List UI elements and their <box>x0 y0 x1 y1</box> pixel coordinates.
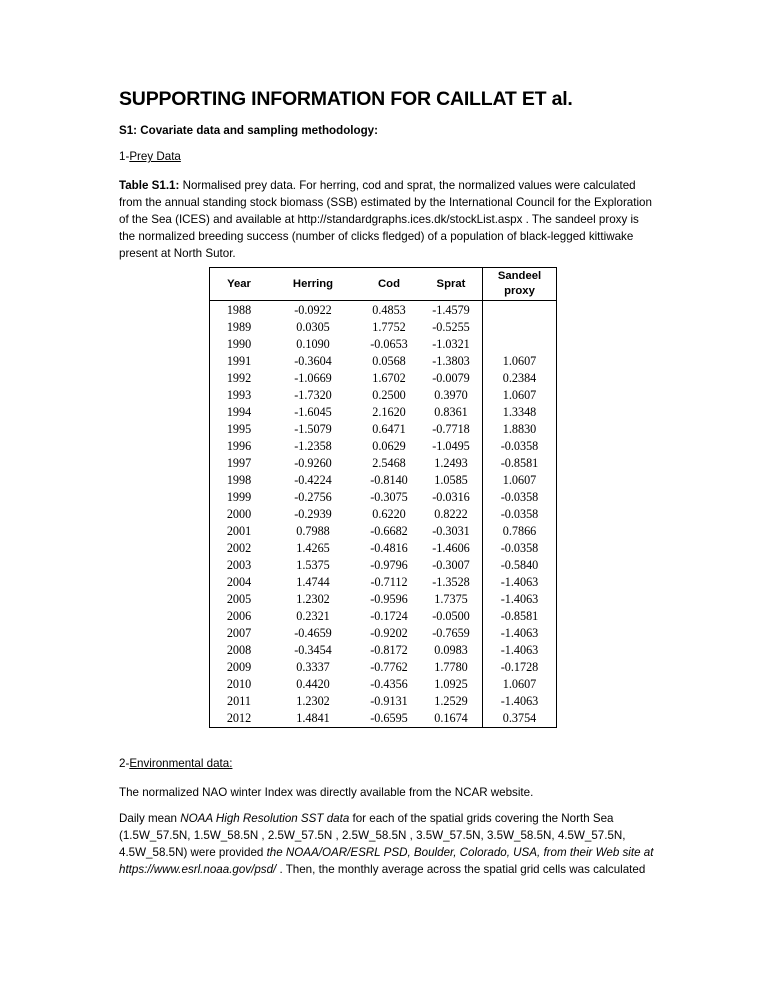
col-header-sandeel-proxy: Sandeel proxy <box>483 268 557 301</box>
env-heading-number: 2- <box>119 757 130 770</box>
table-row <box>210 659 557 676</box>
table-row <box>210 693 557 710</box>
table-caption-text: Normalised prey data. For herring, cod and sprat, the normalized values were calculated from the annual standing stock biomass (SSB) estimated by the International Council for the Exploration of the Sea (ICES) and available at http://standardgraphs.ices.dk/stockList.aspx . The sandeel proxy is the normalized breeding success (number of clicks fledged) of a population of black-legged kittiwake present at North Sutor. <box>119 179 652 260</box>
table-row <box>210 421 557 438</box>
cell-sandeel: 0.2384 <box>483 370 557 387</box>
cell-sprat: -0.0316 <box>432 490 470 504</box>
sst-text-1: Daily mean <box>119 812 181 825</box>
cell-cod: -0.9202 <box>370 626 408 640</box>
sst-provider: the NOAA/OAR/ESRL PSD, Boulder, Colorado, USA, from their Web site at https://www.esrl.noaa.gov/psd/ <box>119 846 654 876</box>
cell-cod: -0.8140 <box>370 473 408 487</box>
cell-sandeel: -0.0358 <box>483 489 557 506</box>
cell-cod: -0.4356 <box>370 677 408 691</box>
cell-sprat: -1.3803 <box>432 354 470 368</box>
cell-herring: 0.4420 <box>296 677 330 691</box>
cell-sprat: 0.1674 <box>434 711 468 725</box>
cell-sprat: -1.3528 <box>432 575 470 589</box>
cell-herring: -0.9260 <box>294 456 332 470</box>
cell-cod: 2.5468 <box>372 456 406 470</box>
cell-sprat: 1.2493 <box>434 456 468 470</box>
cell-herring: -0.2939 <box>294 507 332 521</box>
page-title: SUPPORTING INFORMATION FOR CAILLAT ET al. <box>119 88 573 110</box>
cell-sprat: 1.0585 <box>434 473 468 487</box>
cell-year: 1992 <box>226 371 252 385</box>
cell-year: 2000 <box>226 507 252 521</box>
cell-sprat: 1.2529 <box>434 694 468 708</box>
cell-cod: -0.9596 <box>370 592 408 606</box>
cell-sandeel: -0.0358 <box>483 506 557 523</box>
cell-year: 1990 <box>226 337 252 351</box>
cell-sprat: 1.7780 <box>434 660 468 674</box>
table-row <box>210 472 557 489</box>
cell-year: 1994 <box>226 405 252 419</box>
cell-sandeel <box>483 336 557 353</box>
col-header-year: Year <box>210 268 269 301</box>
cell-sandeel: -0.5840 <box>483 557 557 574</box>
table-row <box>210 301 557 320</box>
table-row <box>210 625 557 642</box>
col-header-sprat: Sprat <box>420 268 483 301</box>
cell-cod: -0.8172 <box>370 643 408 657</box>
cell-cod: -0.7762 <box>370 660 408 674</box>
cell-cod: 0.6471 <box>372 422 406 436</box>
cell-year: 1995 <box>226 422 252 436</box>
table-row <box>210 574 557 591</box>
cell-herring: -0.3454 <box>294 643 332 657</box>
section-s1-heading: S1: Covariate data and sampling methodology: <box>119 124 378 137</box>
cell-year: 2012 <box>226 711 252 725</box>
table-row <box>210 591 557 608</box>
cell-sprat: -1.4579 <box>432 303 470 317</box>
cell-sprat: -1.0495 <box>432 439 470 453</box>
table-row <box>210 642 557 659</box>
cell-sandeel: -1.4063 <box>483 693 557 710</box>
cell-cod: 0.2500 <box>372 388 406 402</box>
cell-year: 2001 <box>226 524 252 538</box>
cell-herring: -1.6045 <box>294 405 332 419</box>
cell-herring: 1.2302 <box>296 592 330 606</box>
nao-paragraph: The normalized NAO winter Index was directly available from the NCAR website. <box>119 786 534 799</box>
cell-herring: 0.7988 <box>296 524 330 538</box>
table-row <box>210 540 557 557</box>
cell-herring: -0.3604 <box>294 354 332 368</box>
prey-heading-number: 1- <box>119 150 130 163</box>
table-row <box>210 438 557 455</box>
sst-text-3: . Then, the monthly average across the spatial grid cells was calculated <box>276 863 646 876</box>
cell-year: 1999 <box>226 490 252 504</box>
cell-cod: 1.6702 <box>372 371 406 385</box>
cell-herring: -0.4224 <box>294 473 332 487</box>
table-row <box>210 710 557 728</box>
cell-cod: 0.0629 <box>372 439 406 453</box>
cell-year: 2010 <box>226 677 252 691</box>
col-header-herring: Herring <box>268 268 358 301</box>
table-row <box>210 404 557 421</box>
cell-herring: -1.7320 <box>294 388 332 402</box>
cell-sprat: -1.4606 <box>432 541 470 555</box>
cell-cod: -0.3075 <box>370 490 408 504</box>
cell-sandeel: -0.8581 <box>483 608 557 625</box>
cell-year: 1991 <box>226 354 252 368</box>
cell-sandeel: -1.4063 <box>483 591 557 608</box>
cell-year: 2007 <box>226 626 252 640</box>
cell-sandeel: 1.3348 <box>483 404 557 421</box>
cell-sprat: -0.7659 <box>432 626 470 640</box>
sst-paragraph <box>119 810 654 878</box>
cell-sprat: -0.7718 <box>432 422 470 436</box>
table-row <box>210 506 557 523</box>
cell-herring: -0.0922 <box>294 303 332 317</box>
cell-sprat: -0.0079 <box>432 371 470 385</box>
cell-herring: -1.5079 <box>294 422 332 436</box>
table-row <box>210 557 557 574</box>
table-row <box>210 676 557 693</box>
cell-year: 2011 <box>227 694 251 708</box>
cell-sandeel: -0.8581 <box>483 455 557 472</box>
cell-cod: -0.6682 <box>370 524 408 538</box>
cell-herring: 0.0305 <box>296 320 330 334</box>
cell-sprat: -0.0500 <box>432 609 470 623</box>
cell-herring: 0.2321 <box>296 609 330 623</box>
cell-year: 2002 <box>226 541 252 555</box>
cell-sandeel: -0.1728 <box>483 659 557 676</box>
cell-sandeel: -1.4063 <box>483 642 557 659</box>
cell-sprat: 0.3970 <box>434 388 468 402</box>
cell-cod: 0.6220 <box>372 507 406 521</box>
cell-year: 1996 <box>226 439 252 453</box>
cell-herring: 0.3337 <box>296 660 330 674</box>
cell-sandeel: 1.0607 <box>483 472 557 489</box>
cell-herring: 1.4265 <box>296 541 330 555</box>
cell-sprat: 1.7375 <box>434 592 468 606</box>
cell-sprat: -1.0321 <box>432 337 470 351</box>
cell-cod: -0.9131 <box>370 694 408 708</box>
cell-sprat: -0.5255 <box>432 320 470 334</box>
cell-cod: -0.1724 <box>370 609 408 623</box>
cell-cod: -0.4816 <box>370 541 408 555</box>
table-caption-label: Table S1.1: <box>119 179 180 192</box>
table-row <box>210 608 557 625</box>
cell-sprat: -0.3031 <box>432 524 470 538</box>
cell-sandeel: 1.8830 <box>483 421 557 438</box>
cell-sprat: 1.0925 <box>434 677 468 691</box>
cell-year: 1988 <box>226 303 252 317</box>
table-row <box>210 336 557 353</box>
prey-heading-label: Prey Data <box>129 150 181 163</box>
cell-sandeel <box>483 319 557 336</box>
cell-sandeel: 0.3754 <box>483 710 557 728</box>
table-row <box>210 387 557 404</box>
col-header-cod: Cod <box>358 268 420 301</box>
cell-year: 1989 <box>226 320 252 334</box>
cell-sandeel: -1.4063 <box>483 625 557 642</box>
cell-herring: 1.4841 <box>296 711 330 725</box>
table-row <box>210 319 557 336</box>
cell-year: 2006 <box>226 609 252 623</box>
table-caption <box>119 177 654 262</box>
cell-year: 2005 <box>226 592 252 606</box>
cell-sandeel: -0.0358 <box>483 438 557 455</box>
cell-herring: -0.2756 <box>294 490 332 504</box>
environmental-data-heading <box>119 757 232 770</box>
cell-cod: 1.7752 <box>372 320 406 334</box>
cell-sprat: 0.8361 <box>434 405 468 419</box>
table-row <box>210 353 557 370</box>
table-row <box>210 489 557 506</box>
cell-cod: -0.6595 <box>370 711 408 725</box>
cell-cod: 0.4853 <box>372 303 406 317</box>
table-row <box>210 455 557 472</box>
cell-year: 2009 <box>226 660 252 674</box>
prey-data-heading <box>119 150 181 163</box>
sst-text-2: for each of the spatial grids covering the North Sea (1.5W_57.5N, 1.5W_58.5N , 2.5W_57.5N , 2.5W_58.5N , 3.5W_57.5N, 3.5W_58.5N, 4.5W_57.5N, 4.5W_58.5N) were provided <box>119 812 626 859</box>
cell-cod: 0.0568 <box>372 354 406 368</box>
cell-herring: -1.0669 <box>294 371 332 385</box>
cell-year: 1993 <box>226 388 252 402</box>
cell-sprat: -0.3007 <box>432 558 470 572</box>
cell-herring: 1.5375 <box>296 558 330 572</box>
cell-sandeel <box>483 301 557 320</box>
cell-cod: -0.9796 <box>370 558 408 572</box>
cell-year: 2008 <box>226 643 252 657</box>
cell-cod: -0.7112 <box>370 575 408 589</box>
table-row <box>210 523 557 540</box>
cell-year: 2004 <box>226 575 252 589</box>
cell-year: 1998 <box>226 473 252 487</box>
cell-cod: 2.1620 <box>372 405 406 419</box>
sst-source-name: NOAA High Resolution SST data <box>180 812 350 825</box>
table-row <box>210 370 557 387</box>
env-heading-label: Environmental data: <box>129 757 233 770</box>
cell-herring: -1.2358 <box>294 439 332 453</box>
cell-herring: 0.1090 <box>296 337 330 351</box>
prey-data-table <box>209 267 557 728</box>
cell-sandeel: 0.7866 <box>483 523 557 540</box>
table-body <box>210 301 557 728</box>
cell-sprat: 0.0983 <box>434 643 468 657</box>
cell-sandeel: 1.0607 <box>483 676 557 693</box>
cell-year: 2003 <box>226 558 252 572</box>
cell-sandeel: 1.0607 <box>483 353 557 370</box>
cell-herring: 1.4744 <box>296 575 330 589</box>
cell-sandeel: -1.4063 <box>483 574 557 591</box>
cell-herring: 1.2302 <box>296 694 330 708</box>
cell-herring: -0.4659 <box>294 626 332 640</box>
cell-sandeel: -0.0358 <box>483 540 557 557</box>
cell-cod: -0.0653 <box>370 337 408 351</box>
cell-sandeel: 1.0607 <box>483 387 557 404</box>
cell-year: 1997 <box>226 456 252 470</box>
cell-sprat: 0.8222 <box>434 507 468 521</box>
table-header-row <box>210 268 557 301</box>
